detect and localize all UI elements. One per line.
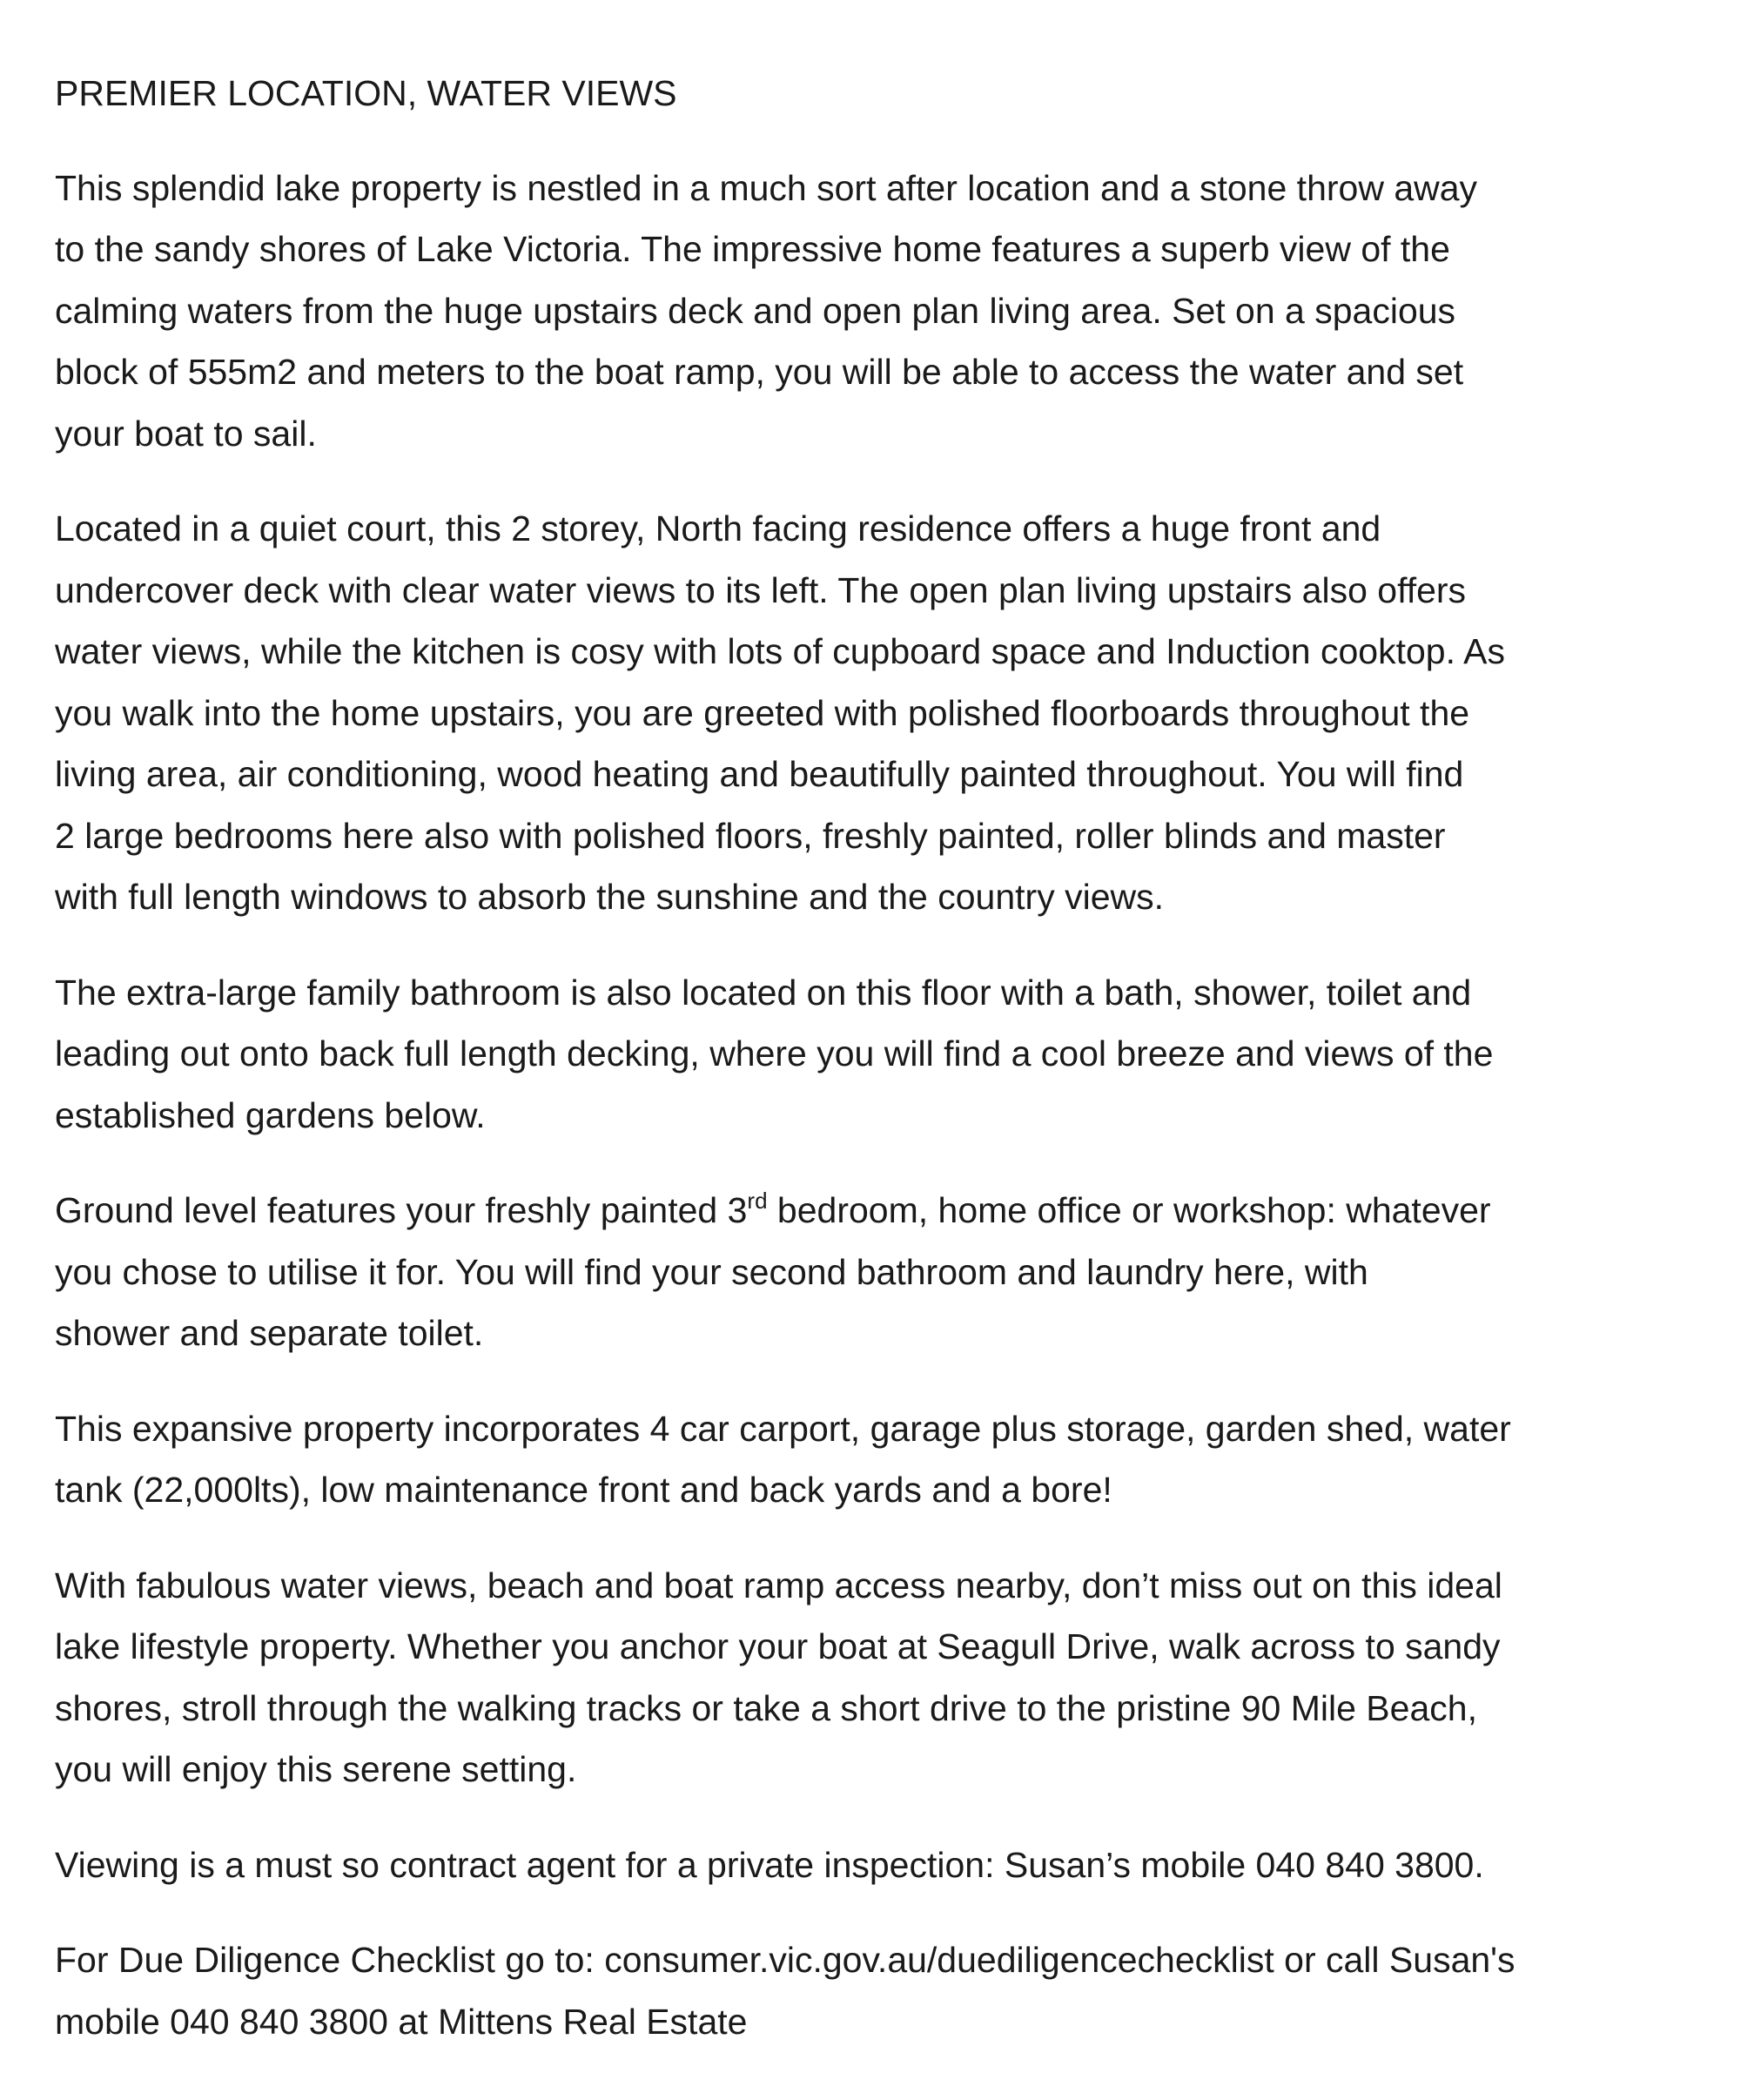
text-line: Viewing is a must so contract agent for a private inspection: Susan’s mobile 040 840 3800. bbox=[55, 1844, 1484, 1885]
text-line: with full length windows to absorb the sunshine and the country views. bbox=[55, 877, 1165, 917]
text-line: to the sandy shores of Lake Victoria. The impressive home features a superb view of the bbox=[55, 229, 1450, 269]
text-line: water views, while the kitchen is cosy with lots of cupboard space and Induction cooktop. As bbox=[55, 631, 1505, 671]
viewing-paragraph bbox=[55, 1834, 1709, 1896]
document-page bbox=[55, 63, 1709, 2086]
text-line bbox=[55, 1180, 1709, 1242]
due-diligence-paragraph bbox=[55, 1929, 1709, 2052]
text-line: you chose to utilise it for. You will find your second bathroom and laundry here, with bbox=[55, 1251, 1368, 1292]
text-line: undercover deck with clear water views to its left. The open plan living upstairs also offers bbox=[55, 569, 1467, 610]
upstairs-paragraph bbox=[55, 498, 1709, 928]
text-line: you walk into the home upstairs, you are greeted with polished floorboards throughout the bbox=[55, 692, 1470, 733]
text-line: block of 555m2 and meters to the boat ramp, you will be able to access the water and set bbox=[55, 352, 1464, 392]
text-line: your boat to sail. bbox=[55, 413, 317, 454]
text-segment: Ground level features your freshly painted 3 bbox=[55, 1190, 748, 1230]
intro-paragraph bbox=[55, 158, 1709, 465]
text-segment: bedroom, home office or workshop: whatever bbox=[767, 1190, 1491, 1230]
text-line: This expansive property incorporates 4 car carport, garage plus storage, garden shed, water bbox=[55, 1408, 1511, 1449]
text-line: shower and separate toilet. bbox=[55, 1313, 484, 1353]
bathroom-paragraph bbox=[55, 962, 1709, 1147]
property-features-paragraph bbox=[55, 1398, 1709, 1521]
document-heading: PREMIER LOCATION, WATER VIEWS bbox=[55, 73, 677, 113]
text-line: mobile 040 840 3800 at Mittens Real Estate bbox=[55, 2001, 748, 2042]
lifestyle-paragraph bbox=[55, 1555, 1709, 1800]
ground-level-paragraph bbox=[55, 1180, 1709, 1364]
text-line: calming waters from the huge upstairs deck and open plan living area. Set on a spacious bbox=[55, 290, 1456, 331]
text-line: lake lifestyle property. Whether you anchor your boat at Seagull Drive, walk across to sandy bbox=[55, 1626, 1501, 1666]
text-line: The extra-large family bathroom is also located on this floor with a bath, shower, toilet and bbox=[55, 972, 1472, 1013]
text-line: Located in a quiet court, this 2 storey, North facing residence offers a huge front and bbox=[55, 508, 1381, 549]
text-line: 2 large bedrooms here also with polished floors, freshly painted, roller blinds and master bbox=[55, 815, 1446, 856]
text-line: With fabulous water views, beach and boat ramp access nearby, don’t miss out on this ideal bbox=[55, 1565, 1502, 1605]
text-line: tank (22,000lts), low maintenance front and back yards and a bore! bbox=[55, 1470, 1112, 1510]
text-line: leading out onto back full length decking, where you will find a cool breeze and views of the bbox=[55, 1033, 1494, 1074]
text-line: living area, air conditioning, wood heating and beautifully painted throughout. You will find bbox=[55, 754, 1464, 794]
ordinal-suffix: rd bbox=[747, 1188, 768, 1214]
text-line: shores, stroll through the walking tracks or take a short drive to the pristine 90 Mile Beach, bbox=[55, 1687, 1477, 1728]
text-line: established gardens below. bbox=[55, 1094, 486, 1135]
text-line: This splendid lake property is nestled in a much sort after location and a stone throw away bbox=[55, 167, 1478, 208]
text-line: you will enjoy this serene setting. bbox=[55, 1749, 577, 1789]
text-line: For Due Diligence Checklist go to: consumer.vic.gov.au/duediligencechecklist or call Susan's bbox=[55, 1940, 1515, 1980]
